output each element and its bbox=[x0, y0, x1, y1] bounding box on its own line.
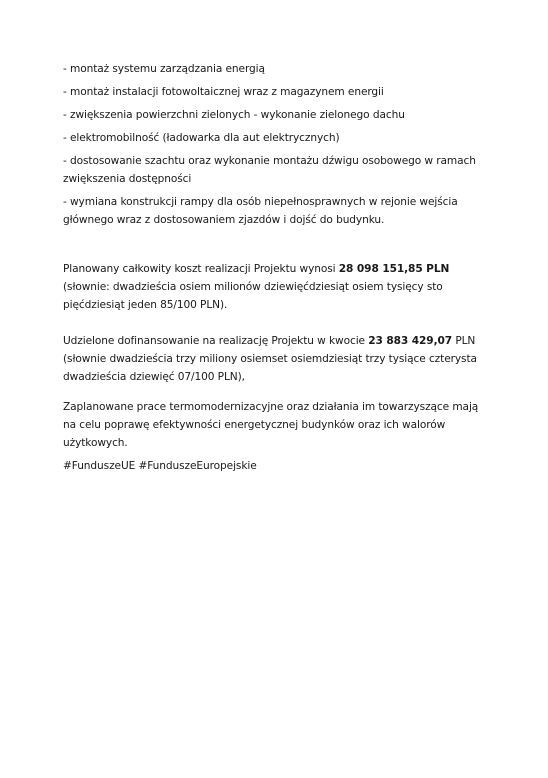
spacer bbox=[63, 386, 493, 398]
bullet-item-energy-management: - montaż systemu zarządzania energią bbox=[63, 63, 265, 75]
bullet-item-electromobility: - elektromobilność (ładowarka dla aut elektrycznych) bbox=[63, 132, 340, 144]
goal-paragraph: Zaplanowane prace termomodernizacyjne oraz działania im towarzyszące mają na celu poprawę efektywności energetycznej budynków oraz ich walorów użytkowych. bbox=[63, 401, 479, 449]
funding-text-before: Udzielone dofinansowanie na realizację Projektu w kwocie bbox=[63, 335, 369, 347]
cost-paragraph bbox=[63, 260, 493, 314]
bullet-item-photovoltaic: - montaż instalacji fotowoltaicznej wraz z magazynem energii bbox=[63, 86, 384, 98]
document-content bbox=[63, 60, 493, 475]
cost-amount: 28 098 151,85 PLN bbox=[338, 263, 450, 275]
cost-text-before: Planowany całkowity koszt realizacji Projektu wynosi bbox=[63, 263, 339, 275]
hashtags: #FunduszeUE #FunduszeEuropejskie bbox=[63, 460, 257, 472]
bullet-item-elevator: - dostosowanie szachtu oraz wykonanie montażu dźwigu osobowego w ramach zwiększenia dostępności bbox=[63, 155, 476, 185]
spacer bbox=[63, 234, 493, 260]
bullet-item-ramp: - wymiana konstrukcji rampy dla osób niepełnosprawnych w rejonie wejścia głównego wraz z dostosowaniem zjazdów i dojść do budynku. bbox=[63, 196, 458, 226]
funding-paragraph bbox=[63, 332, 493, 386]
bullet-item-green-roof: - zwiększenia powierzchni zielonych - wykonanie zielonego dachu bbox=[63, 109, 405, 121]
spacer bbox=[63, 314, 493, 332]
cost-text-after: (słownie: dwadzieścia osiem milionów dziewięćdziesiąt osiem tysięcy sto pięćdziesiąt jeden 85/100 PLN). bbox=[63, 281, 443, 311]
funding-text-after: PLN (słownie dwadzieścia trzy miliony osiemset osiemdziesiąt trzy tysiące czterysta dwadzieścia dziewięć 07/100 PLN), bbox=[63, 335, 477, 383]
funding-amount: 23 883 429,07 bbox=[368, 335, 453, 347]
